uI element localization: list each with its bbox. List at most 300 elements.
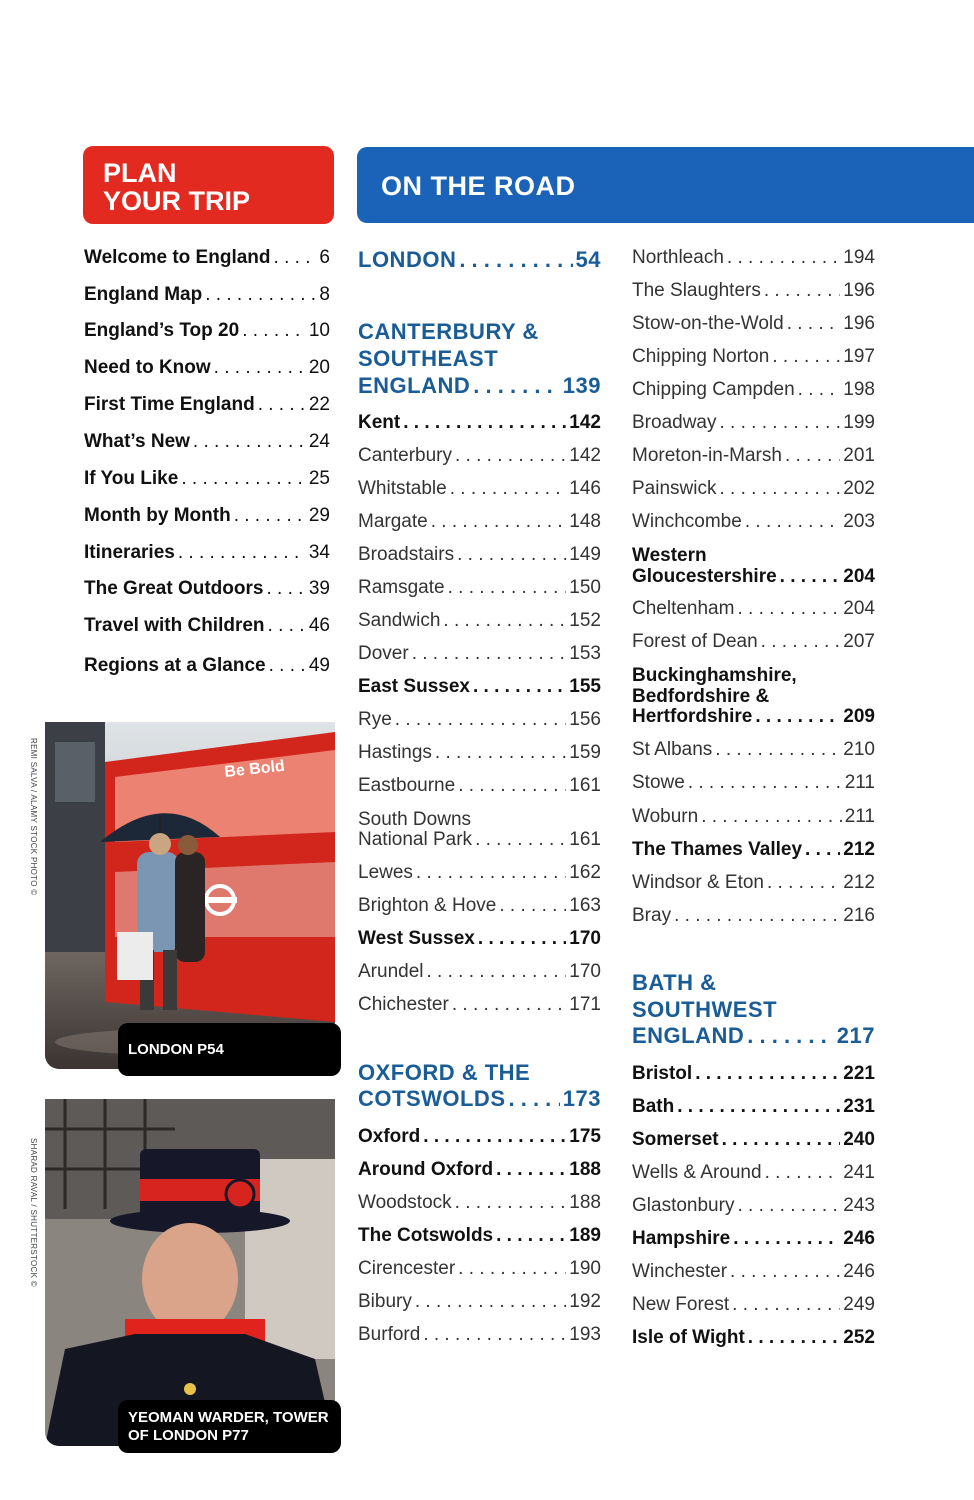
- dot-leader: [805, 840, 840, 860]
- dot-leader: [450, 479, 567, 499]
- toc-entry: [358, 479, 601, 499]
- toc-entry-label: West Sussex: [358, 928, 475, 949]
- toc-entry: [632, 873, 875, 893]
- western-line1: Western: [632, 545, 707, 566]
- toc-entry-label: ENGLAND: [632, 1023, 745, 1048]
- toc-entry-label: Canterbury: [358, 445, 452, 466]
- region-heading-canterbury-line1: CANTERBURY &: [358, 319, 539, 344]
- toc-entry: [632, 567, 875, 587]
- dot-leader: [452, 995, 566, 1015]
- toc-entry-page: 150: [569, 577, 601, 598]
- toc-entry-label: Woodstock: [358, 1192, 452, 1213]
- toc-entry: [358, 413, 601, 433]
- toc-entry-label: Month by Month: [84, 505, 231, 526]
- plan-your-trip-tab: [83, 146, 334, 224]
- dot-leader: [674, 906, 840, 926]
- plan-item: [84, 432, 330, 452]
- toc-entry-page: 203: [843, 511, 875, 532]
- toc-entry-page: 197: [843, 346, 875, 367]
- toc-entry-label: Bibury: [358, 1291, 412, 1312]
- yeoman-caption-line2: OF LONDON P77: [128, 1426, 249, 1444]
- toc-entry-label: Isle of Wight: [632, 1327, 745, 1348]
- region-heading-bath-line1: BATH &: [632, 970, 717, 995]
- dot-leader: [234, 506, 306, 526]
- toc-entry: [632, 1229, 875, 1249]
- dot-leader: [727, 248, 840, 268]
- toc-entry-page: 202: [843, 478, 875, 499]
- dot-leader: [720, 413, 841, 433]
- dot-leader: [748, 1328, 841, 1348]
- toc-entry-label: Broadstairs: [358, 544, 455, 565]
- bucks-line1: Buckinghamshire,: [632, 665, 797, 686]
- toc-entry-label: Itineraries: [84, 542, 175, 563]
- toc-entry-page: 29: [308, 505, 330, 526]
- dot-leader: [459, 247, 572, 272]
- toc-entry-label: Margate: [358, 511, 428, 532]
- dot-leader: [737, 1196, 840, 1216]
- toc-entry-page: 243: [843, 1195, 875, 1216]
- toc-entry: [358, 1259, 601, 1279]
- toc-entry-label: England Map: [84, 284, 203, 305]
- plan-item: [84, 285, 330, 305]
- toc-entry-label: Chichester: [358, 994, 449, 1015]
- dot-leader: [455, 446, 566, 466]
- dot-leader: [395, 710, 567, 730]
- toc-entry-page: 246: [843, 1261, 875, 1282]
- toc-entry-label: Hampshire: [632, 1228, 731, 1249]
- yeoman-photo: [45, 1099, 335, 1446]
- dot-leader: [733, 1229, 840, 1249]
- plan-item: [84, 469, 330, 489]
- yeoman-photo-caption: [118, 1400, 341, 1453]
- dot-leader: [496, 1226, 566, 1246]
- toc-entry-label: ENGLAND: [358, 373, 471, 398]
- toc-entry-label: Northleach: [632, 247, 724, 268]
- toc-entry-label: Broadway: [632, 412, 717, 433]
- toc-entry-page: 231: [843, 1096, 875, 1117]
- toc-entry-page: 196: [843, 280, 875, 301]
- dot-leader: [473, 373, 560, 398]
- toc-entry-label: National Park: [358, 829, 473, 850]
- dot-leader: [719, 479, 840, 499]
- dot-leader: [767, 873, 840, 893]
- toc-entry-label: The Slaughters: [632, 280, 761, 301]
- toc-entry-page: 162: [569, 862, 601, 883]
- toc-entry-page: 249: [843, 1294, 875, 1315]
- dot-leader: [431, 512, 567, 532]
- toc-entry-label: Lewes: [358, 862, 413, 883]
- dot-leader: [695, 1064, 840, 1084]
- toc-entry-label: Stow-on-the-Wold: [632, 313, 784, 334]
- toc-entry-label: Kent: [358, 412, 401, 433]
- toc-entry-page: 188: [569, 1192, 601, 1213]
- dot-leader: [443, 611, 566, 631]
- toc-entry-label: Winchcombe: [632, 511, 742, 532]
- toc-entry: [358, 896, 601, 916]
- dot-leader: [787, 314, 841, 334]
- toc-entry-page: 204: [843, 598, 875, 619]
- dot-leader: [412, 644, 567, 664]
- dot-leader: [761, 632, 841, 652]
- toc-entry: [632, 773, 875, 793]
- london-photo-credit: REMI SALVA / ALAMY STOCK PHOTO ©: [29, 738, 38, 896]
- toc-entry-label: Hertfordshire: [632, 706, 753, 727]
- toc-entry-page: 216: [843, 905, 875, 926]
- toc-entry-label: Arundel: [358, 961, 424, 982]
- toc-entry-label: The Thames Valley: [632, 839, 803, 860]
- toc-entry-page: 210: [843, 739, 875, 760]
- toc-entry: [358, 578, 601, 598]
- toc-entry: [632, 740, 875, 760]
- dot-leader: [205, 285, 316, 305]
- toc-entry-page: 39: [308, 578, 330, 599]
- toc-entry-label: Moreton-in-Marsh: [632, 445, 782, 466]
- toc-entry-page: 196: [843, 313, 875, 334]
- toc-entry: [632, 707, 875, 727]
- toc-entry-label: St Albans: [632, 739, 713, 760]
- toc-entry-label: The Great Outdoors: [84, 578, 264, 599]
- yeoman-caption-line1: YEOMAN WARDER, TOWER: [128, 1408, 329, 1426]
- dot-leader: [178, 543, 306, 563]
- toc-entry-label: COTSWOLDS: [358, 1086, 506, 1111]
- toc-entry-label: Dover: [358, 643, 409, 664]
- london-photo-caption: [118, 1023, 341, 1076]
- toc-entry-page: 173: [562, 1086, 601, 1111]
- toc-entry-page: 211: [844, 772, 875, 793]
- south-downs-line1: South Downs: [358, 809, 472, 830]
- toc-entry-page: 193: [569, 1324, 601, 1345]
- dot-leader: [423, 1127, 566, 1147]
- toc-entry-label: Hastings: [358, 742, 432, 763]
- region-heading-oxford: [358, 1086, 601, 1111]
- dot-leader: [448, 578, 567, 598]
- toc-entry-page: 199: [843, 412, 875, 433]
- dot-leader: [214, 358, 306, 378]
- toc-entry: [632, 512, 875, 532]
- toc-entry-page: 209: [843, 706, 875, 727]
- toc-entry-label: Somerset: [632, 1129, 719, 1150]
- toc-entry: [632, 479, 875, 499]
- toc-entry-label: Regions at a Glance: [84, 655, 266, 676]
- plan-item: [84, 616, 330, 636]
- dot-leader: [423, 1325, 566, 1345]
- toc-entry-page: 201: [843, 445, 875, 466]
- toc-entry: [358, 776, 601, 796]
- dot-leader: [269, 656, 306, 676]
- plan-tab-line1: PLAN: [103, 158, 177, 188]
- toc-entry: [358, 995, 601, 1015]
- dot-leader: [798, 380, 841, 400]
- plan-item: [84, 248, 330, 268]
- toc-entry-label: Welcome to England: [84, 247, 271, 268]
- toc-entry-page: 159: [569, 742, 601, 763]
- toc-entry: [632, 380, 875, 400]
- dot-leader: [415, 1292, 566, 1312]
- toc-entry-page: 148: [569, 511, 601, 532]
- toc-entry-page: 190: [569, 1258, 601, 1279]
- toc-entry-page: 194: [843, 247, 875, 268]
- toc-entry: [358, 1160, 601, 1180]
- toc-entry-label: The Cotswolds: [358, 1225, 494, 1246]
- london-photo: [45, 722, 335, 1069]
- toc-entry-page: 156: [569, 709, 601, 730]
- toc-entry: [632, 1196, 875, 1216]
- toc-entry-page: 212: [843, 839, 875, 860]
- toc-entry: [358, 611, 601, 631]
- toc-entry-page: 212: [843, 872, 875, 893]
- yeoman-photo-credit: SHARAD RAVAL / SHUTTERSTOCK ©: [29, 1138, 38, 1287]
- region-heading-bath-line2: SOUTHWEST: [632, 997, 778, 1022]
- toc-entry-page: 8: [319, 284, 330, 305]
- toc-entry: [358, 743, 601, 763]
- toc-entry-page: 188: [569, 1159, 601, 1180]
- dot-leader: [701, 807, 842, 827]
- toc-entry-label: Whitstable: [358, 478, 447, 499]
- toc-entry-page: 142: [569, 412, 601, 433]
- toc-entry-page: 189: [569, 1225, 601, 1246]
- dot-leader: [458, 1259, 566, 1279]
- dot-leader: [242, 321, 306, 341]
- toc-entry: [632, 347, 875, 367]
- dot-leader: [722, 1130, 841, 1150]
- toc-entry-page: 221: [843, 1063, 875, 1084]
- toc-entry-label: England’s Top 20: [84, 320, 240, 341]
- toc-entry-label: Ramsgate: [358, 577, 445, 598]
- toc-entry-page: 170: [569, 961, 601, 982]
- bucks-line2: Bedfordshire &: [632, 686, 770, 707]
- toc-entry: [632, 807, 875, 827]
- toc-entry-page: 149: [569, 544, 601, 565]
- toc-entry-label: East Sussex: [358, 676, 470, 697]
- dot-leader: [427, 962, 567, 982]
- toc-entry: [632, 1097, 875, 1117]
- dot-leader: [780, 567, 841, 587]
- plan-item: [84, 579, 330, 599]
- dot-leader: [737, 599, 840, 619]
- toc-entry: [358, 677, 601, 697]
- london-bus-image: [45, 722, 335, 1069]
- dot-leader: [764, 281, 840, 301]
- toc-entry: [632, 1163, 875, 1183]
- plan-tab-line2: YOUR TRIP: [103, 186, 251, 216]
- toc-entry: [358, 1292, 601, 1312]
- plan-item: [84, 543, 330, 563]
- plan-item: [84, 358, 330, 378]
- toc-entry-label: First Time England: [84, 394, 255, 415]
- toc-entry: [632, 840, 875, 860]
- region-heading-london: [358, 247, 601, 272]
- dot-leader: [458, 776, 566, 796]
- toc-entry: [358, 1226, 601, 1246]
- toc-entry-page: 204: [843, 566, 875, 587]
- toc-entry-page: 34: [308, 542, 330, 563]
- toc-entry: [358, 512, 601, 532]
- dot-leader: [732, 1295, 840, 1315]
- toc-entry: [632, 248, 875, 268]
- toc-entry-label: Brighton & Hove: [358, 895, 497, 916]
- toc-entry-label: Oxford: [358, 1126, 421, 1147]
- dot-leader: [193, 432, 306, 452]
- dot-leader: [747, 1023, 834, 1048]
- toc-entry-page: 207: [843, 631, 875, 652]
- dot-leader: [475, 830, 566, 850]
- toc-entry: [358, 830, 601, 850]
- toc-entry-label: Glastonbury: [632, 1195, 735, 1216]
- toc-entry: [632, 1130, 875, 1150]
- london-caption-text: LONDON P54: [128, 1040, 224, 1058]
- toc-entry-label: Forest of Dean: [632, 631, 758, 652]
- dot-leader: [715, 740, 840, 760]
- toc-entry-page: 24: [308, 431, 330, 452]
- toc-entry-page: 46: [308, 615, 330, 636]
- toc-entry-label: Windsor & Eton: [632, 872, 764, 893]
- toc-entry-page: 240: [843, 1129, 875, 1150]
- toc-entry-label: If You Like: [84, 468, 179, 489]
- toc-entry: [632, 446, 875, 466]
- toc-entry: [632, 906, 875, 926]
- toc-entry-page: 171: [569, 994, 601, 1015]
- toc-entry-page: 161: [569, 775, 601, 796]
- toc-entry-page: 139: [562, 373, 601, 398]
- yeoman-warder-image: [45, 1099, 335, 1446]
- dot-leader: [455, 1193, 567, 1213]
- toc-entry: [632, 1064, 875, 1084]
- dot-leader: [677, 1097, 840, 1117]
- toc-entry-label: Around Oxford: [358, 1159, 494, 1180]
- plan-item: [84, 656, 330, 676]
- toc-entry: [632, 632, 875, 652]
- toc-entry-page: 152: [569, 610, 601, 631]
- dot-leader: [268, 616, 306, 636]
- toc-entry: [358, 644, 601, 664]
- dot-leader: [416, 863, 566, 883]
- toc-entry: [358, 929, 601, 949]
- toc-entry: [358, 446, 601, 466]
- toc-entry-page: 146: [569, 478, 601, 499]
- toc-entry-label: Bath: [632, 1096, 675, 1117]
- plan-item: [84, 506, 330, 526]
- dot-leader: [403, 413, 566, 433]
- toc-entry-page: 217: [836, 1023, 875, 1048]
- toc-entry-page: 252: [843, 1327, 875, 1348]
- dot-leader: [509, 1086, 560, 1111]
- toc-entry-page: 241: [843, 1162, 875, 1183]
- svg-text:Be Bold: Be Bold: [223, 757, 286, 781]
- dot-leader: [266, 579, 305, 599]
- toc-entry: [632, 1295, 875, 1315]
- toc-entry-page: 6: [319, 247, 330, 268]
- toc-entry: [632, 1328, 875, 1348]
- toc-entry-page: 22: [308, 394, 330, 415]
- toc-entry-label: Burford: [358, 1324, 421, 1345]
- on-the-road-tab: ON THE ROAD: [357, 147, 974, 223]
- region-heading-bath: [632, 1023, 875, 1048]
- region-heading-canterbury-line2: SOUTHEAST: [358, 346, 499, 371]
- toc-entry-label: New Forest: [632, 1294, 730, 1315]
- toc-entry-page: 142: [569, 445, 601, 466]
- toc-entry-page: 54: [575, 247, 601, 272]
- dot-leader: [258, 395, 306, 415]
- toc-entry-page: 10: [308, 320, 330, 341]
- dot-leader: [688, 773, 842, 793]
- plan-item: [84, 321, 330, 341]
- toc-entry-page: 155: [569, 676, 601, 697]
- region-heading-canterbury: [358, 373, 601, 398]
- toc-entry-label: Rye: [358, 709, 392, 730]
- dot-leader: [435, 743, 566, 763]
- toc-entry-label: Woburn: [632, 806, 699, 827]
- toc-entry-label: Bray: [632, 905, 672, 926]
- toc-entry: [632, 1262, 875, 1282]
- toc-entry: [632, 281, 875, 301]
- toc-entry-label: Chipping Norton: [632, 346, 770, 367]
- toc-entry-label: Eastbourne: [358, 775, 456, 796]
- toc-entry: [358, 1325, 601, 1345]
- plan-item: [84, 395, 330, 415]
- dot-leader: [181, 469, 306, 489]
- toc-entry-label: Cheltenham: [632, 598, 735, 619]
- toc-entry-label: Sandwich: [358, 610, 441, 631]
- dot-leader: [499, 896, 566, 916]
- toc-entry-label: Wells & Around: [632, 1162, 762, 1183]
- toc-entry-page: 175: [569, 1126, 601, 1147]
- toc-entry-label: Need to Know: [84, 357, 211, 378]
- toc-entry: [632, 413, 875, 433]
- toc-entry-label: LONDON: [358, 247, 457, 272]
- toc-entry-page: 25: [308, 468, 330, 489]
- toc-entry-page: 170: [569, 928, 601, 949]
- dot-leader: [473, 677, 566, 697]
- toc-entry-label: What’s New: [84, 431, 190, 452]
- toc-entry-label: Stowe: [632, 772, 685, 793]
- toc-entry-page: 163: [569, 895, 601, 916]
- toc-entry-page: 192: [569, 1291, 601, 1312]
- dot-leader: [745, 512, 840, 532]
- toc-entry-page: 49: [308, 655, 330, 676]
- dot-leader: [785, 446, 840, 466]
- toc-entry-page: 20: [308, 357, 330, 378]
- dot-leader: [496, 1160, 566, 1180]
- dot-leader: [478, 929, 566, 949]
- toc-entry-label: Winchester: [632, 1261, 728, 1282]
- toc-entry-label: Painswick: [632, 478, 717, 499]
- toc-entry-page: 246: [843, 1228, 875, 1249]
- toc-entry: [358, 1193, 601, 1213]
- toc-entry-label: Bristol: [632, 1063, 693, 1084]
- toc-entry: [632, 314, 875, 334]
- toc-entry: [358, 545, 601, 565]
- toc-entry: [358, 710, 601, 730]
- toc-entry-page: 153: [569, 643, 601, 664]
- toc-entry-label: Cirencester: [358, 1258, 456, 1279]
- dot-leader: [755, 707, 840, 727]
- toc-entry-page: 161: [569, 829, 601, 850]
- toc-entry-label: Chipping Campden: [632, 379, 795, 400]
- toc-entry: [632, 599, 875, 619]
- toc-entry-label: Travel with Children: [84, 615, 265, 636]
- dot-leader: [457, 545, 566, 565]
- toc-entry-page: 198: [843, 379, 875, 400]
- toc-entry-page: 211: [844, 806, 875, 827]
- toc-entry: [358, 863, 601, 883]
- toc-entry-label: Gloucestershire: [632, 566, 777, 587]
- dot-leader: [274, 248, 317, 268]
- dot-leader: [765, 1163, 841, 1183]
- toc-entry: [358, 962, 601, 982]
- dot-leader: [772, 347, 840, 367]
- region-heading-oxford-line1: OXFORD & THE: [358, 1060, 531, 1085]
- toc-entry: [358, 1127, 601, 1147]
